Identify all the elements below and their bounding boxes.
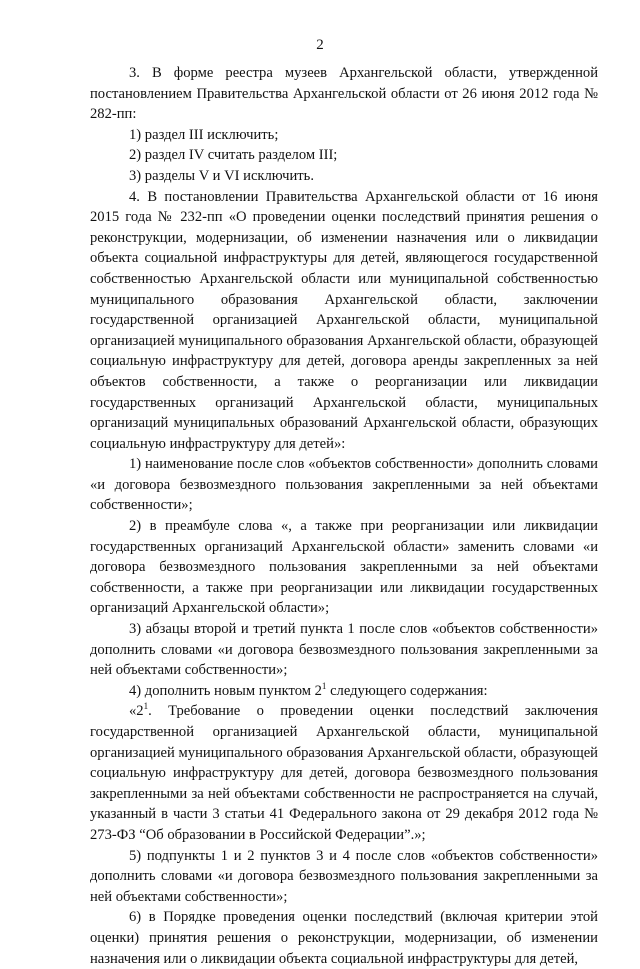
paragraph-subitem-5: 5) подпункты 1 и 2 пунктов 3 и 4 после слов «объектов собственности» дополнить словами «и договора безвозмездного пользования закрепленными за ней объектами собственности»;: [90, 847, 598, 905]
text-span: . Требование о проведении оценки последствий заключения государственной организацией Архангельской области, муниципальной организацией муниципального образования Архангельской области, образующей социальную инфраструктуру для детей, договора безвозмездного пользования закрепленными за ней объектами собственности не распространяется на случай, указанный в части 3 статьи 41 Федерального закона от 29 декабря 2012 года № 273-ФЗ “Об образовании в Российской Федерации”.»;: [90, 703, 598, 843]
list-item: 3) разделы V и VI исключить.: [129, 167, 314, 184]
paragraph-subitem-6: 6) в Порядке проведения оценки последствий (включая критерии этой оценки) принятия решения о реконструкции, модернизации, об изменении назначения или о ликвидации объекта социальной инфраструктуры для детей,: [90, 909, 598, 967]
paragraph-subitem-1: 1) наименование после слов «объектов собственности» дополнить словами «и договора безвозмездного пользования закрепленными за ней объектами собственности»;: [90, 456, 598, 514]
text-span: 4) дополнить новым пунктом 2: [129, 682, 322, 699]
superscript: 1: [143, 701, 149, 712]
text-span: следующего содержания:: [326, 682, 488, 699]
paragraph-subitem-3: 3) абзацы второй и третий пункта 1 после слов «объектов собственности» дополнить словами «и договора безвозмездного пользования закрепленными за ней объектами собственности»;: [90, 621, 598, 679]
paragraph-new-point: [90, 701, 598, 845]
text-span: «2: [129, 703, 144, 720]
list-item: 2) раздел IV считать разделом III;: [129, 147, 338, 164]
page-number: 2: [316, 37, 324, 53]
document-body: [90, 63, 598, 969]
list-item: 1) раздел III исключить;: [129, 126, 279, 143]
superscript: 1: [321, 680, 327, 691]
paragraph-subitem-4: [90, 681, 598, 702]
paragraph-subitem-2: 2) в преамбуле слова «, а также при реорганизации или ликвидации государственных организаций Архангельской области» заменить словами «и договора безвозмездного пользования закрепленными за ней объектами собственности, а также при реорганизации или ликвидации государственных организаций Архангельской области»;: [90, 518, 598, 617]
paragraph-resolution-232: 4. В постановлении Правительства Архангельской области от 16 июня 2015 года № 232-пп «О проведении оценки последствий принятия решения о реконструкции, модернизации, об изменении назначения или о ликвидации объекта социальной инфраструктуры для детей, являющегося государственной собственностью Архангельской области или муниципальной собственностью муниципального образования Архангельской области, заключении государственной организацией Архангельской области, муниципальной организацией муниципального образования Архангельской области, образующей социальную инфраструктуру для детей, договора аренды закрепленных за ней объектов собственности, а также о реорганизации или ликвидации государственных организаций Архангельской области, муниципальных организаций муниципальных образований Архангельской области, образующих социальную инфраструктуру для детей»:: [90, 188, 598, 452]
paragraph-museum-registry: 3. В форме реестра музеев Архангельской области, утвержденной постановлением Правительства Архангельской области от 26 июня 2012 года № 282-пп:: [90, 65, 598, 123]
